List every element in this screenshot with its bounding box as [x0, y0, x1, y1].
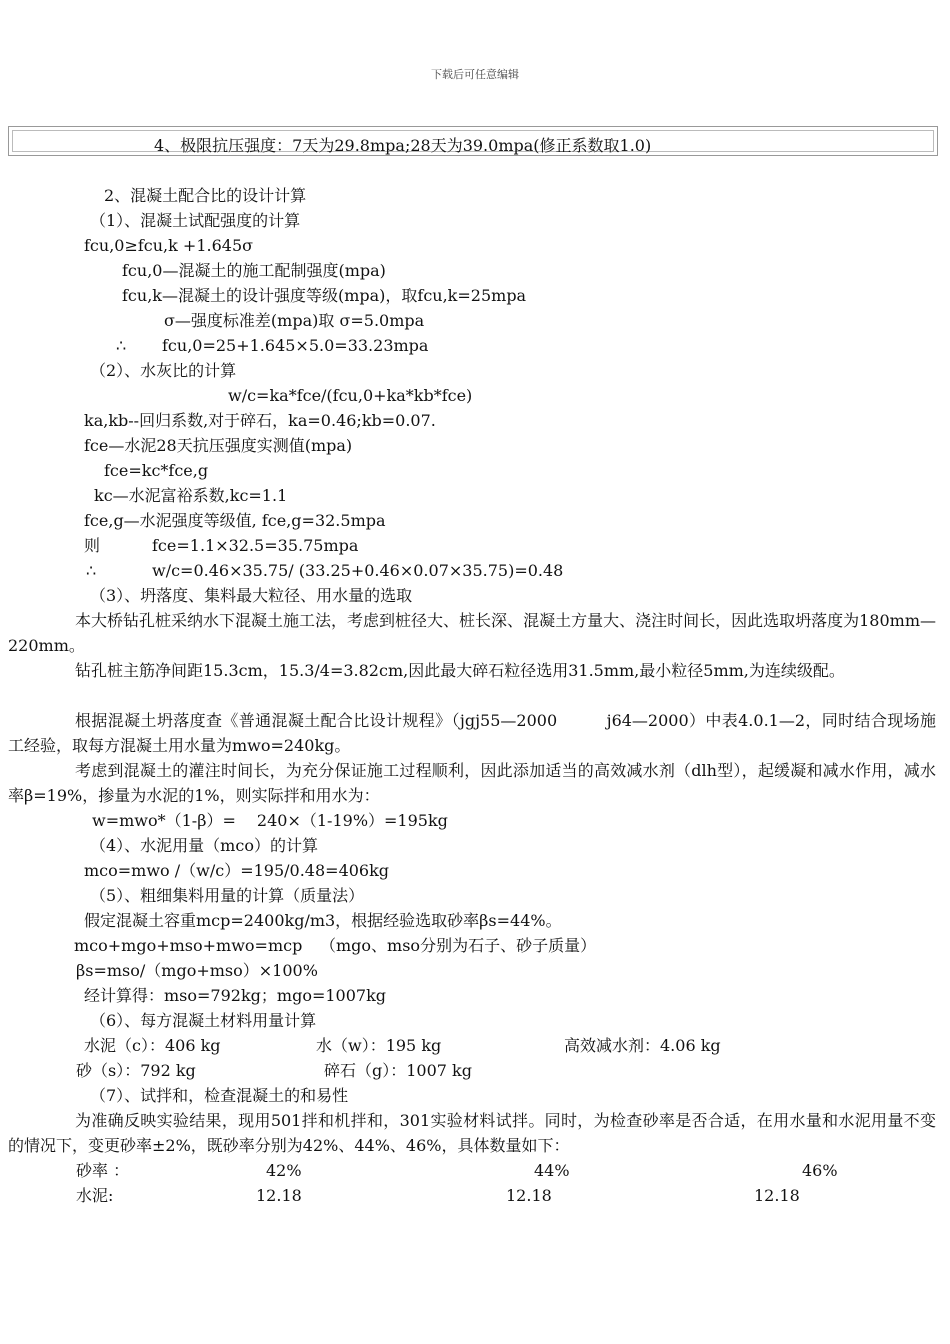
- body-paragraph: 本大桥钻孔桩采纳水下混凝土施工法，考虑到桩径大、桩长深、混凝土方量大、浇注时间长，因此选取坍落度为180mm—220mm。: [8, 611, 936, 655]
- then-label: 则: [84, 536, 101, 555]
- formula-line: fce=kc*fce,g: [104, 461, 209, 480]
- definition-line: fcu,0—混凝土的施工配制强度(mpa): [122, 261, 386, 280]
- body-paragraph: 为准确反映实验结果，现用501拌和机拌和，301实验材料试拌。同时，为检查砂率是否合适，在用水量和水泥用量不变的情况下，变更砂率±2%，既砂率分别为42%、44%、46%，具体数量如下：: [8, 1111, 936, 1155]
- body-paragraph: 考虑到混凝土的灌注时间长，为充分保证施工过程顺利，因此添加适当的高效减水剂（dlh型），起缓凝和减水作用，减水率β=19%，掺量为水泥的1%，则实际拌和用水为：: [8, 761, 936, 805]
- subsection-heading: （2）、水灰比的计算: [90, 361, 237, 380]
- definition-line: fce,g—水泥强度等级值, fce,g=32.5mpa: [84, 511, 386, 530]
- cement-value: 12.18: [256, 1186, 302, 1205]
- calculation-line: fcu,0=25+1.645×5.0=33.23mpa: [162, 336, 429, 355]
- cement-value: 12.18: [754, 1186, 800, 1205]
- material-sand: 砂（s）：792 kg: [76, 1061, 196, 1080]
- calculation-line: fce=1.1×32.5=35.75mpa: [152, 536, 359, 555]
- sand-ratio-value: 46%: [802, 1161, 838, 1180]
- body-paragraph: 根据混凝土坍落度查《普通混凝土配合比设计规程》（jgj55—2000 j64—2000）中表4.0.1—2，同时结合现场施工经验，取每方混凝土用水量为mwo=240kg。: [8, 711, 936, 755]
- sand-ratio-label: 砂率 ：: [76, 1161, 130, 1180]
- section-heading: 2、混凝土配合比的设计计算: [104, 186, 307, 205]
- therefore-symbol: ∴: [86, 561, 97, 580]
- formula-line: mco+mgo+mso+mwo=mcp: [74, 936, 303, 955]
- definition-line: σ—强度标准差(mpa)取 σ=5.0mpa: [164, 311, 425, 330]
- material-gravel: 碎石（g）：1007 kg: [324, 1061, 472, 1080]
- strength-result-text: 4、极限抗压强度：7天为29.8mpa;28天为39.0mpa(修正系数取1.0): [154, 136, 652, 155]
- definition-line: kc—水泥富裕系数,kc=1.1: [94, 486, 288, 505]
- calculation-line: mco=mwo /（w/c）=195/0.48=406kg: [84, 861, 390, 880]
- cement-label: 水泥:: [76, 1186, 114, 1205]
- page-header-note: 下载后可任意编辑: [431, 68, 519, 81]
- boxed-result-line: [8, 126, 938, 156]
- calculation-line: w/c=0.46×35.75/ (33.25+0.46×0.07×35.75)=0.48: [152, 561, 564, 580]
- definition-line: fce—水泥28天抗压强度实测值(mpa): [84, 436, 353, 455]
- subsection-heading: （6）、每方混凝土材料用量计算: [90, 1011, 317, 1030]
- therefore-symbol: ∴: [116, 336, 127, 355]
- formula-line: fcu,0≥fcu,k +1.645σ: [84, 236, 254, 255]
- sand-ratio-value: 44%: [534, 1161, 570, 1180]
- subsection-heading: （1）、混凝土试配强度的计算: [90, 211, 301, 230]
- subsection-heading: （3）、坍落度、集料最大粒径、用水量的选取: [90, 586, 413, 605]
- definition-line: ka,kb--回归系数,对于碎石，ka=0.46;kb=0.07.: [84, 411, 436, 430]
- formula-note: （mgo、mso分别为石子、砂子质量）: [320, 936, 597, 955]
- result-line: 经计算得：mso=792kg；mgo=1007kg: [84, 986, 387, 1005]
- subsection-heading: （7）、试拌和，检查混凝土的和易性: [90, 1086, 349, 1105]
- sand-ratio-value: 42%: [266, 1161, 302, 1180]
- subsection-heading: （5）、粗细集料用量的计算（质量法）: [90, 886, 365, 905]
- material-cement: 水泥（c）：406 kg: [84, 1036, 221, 1055]
- formula-line: βs=mso/（mgo+mso）×100%: [76, 961, 318, 980]
- assumption-line: 假定混凝土容重mcp=2400kg/m3，根据经验选取砂率βs=44%。: [84, 911, 562, 930]
- calculation-line: w=mwo*（1-β）= 240×（1-19%）=195kg: [92, 811, 448, 830]
- material-admixture: 高效减水剂：4.06 kg: [564, 1036, 721, 1055]
- cement-value: 12.18: [506, 1186, 552, 1205]
- body-paragraph: 钻孔桩主筋净间距15.3cm，15.3/4=3.82cm,因此最大碎石粒径选用31.5mm,最小粒径5mm,为连续级配。: [75, 661, 845, 680]
- formula-line: w/c=ka*fce/(fcu,0+ka*kb*fce): [228, 386, 473, 405]
- definition-line: fcu,k—混凝土的设计强度等级(mpa)，取fcu,k=25mpa: [122, 286, 527, 305]
- subsection-heading: （4）、水泥用量（mco）的计算: [90, 836, 318, 855]
- material-water: 水（w）：195 kg: [316, 1036, 442, 1055]
